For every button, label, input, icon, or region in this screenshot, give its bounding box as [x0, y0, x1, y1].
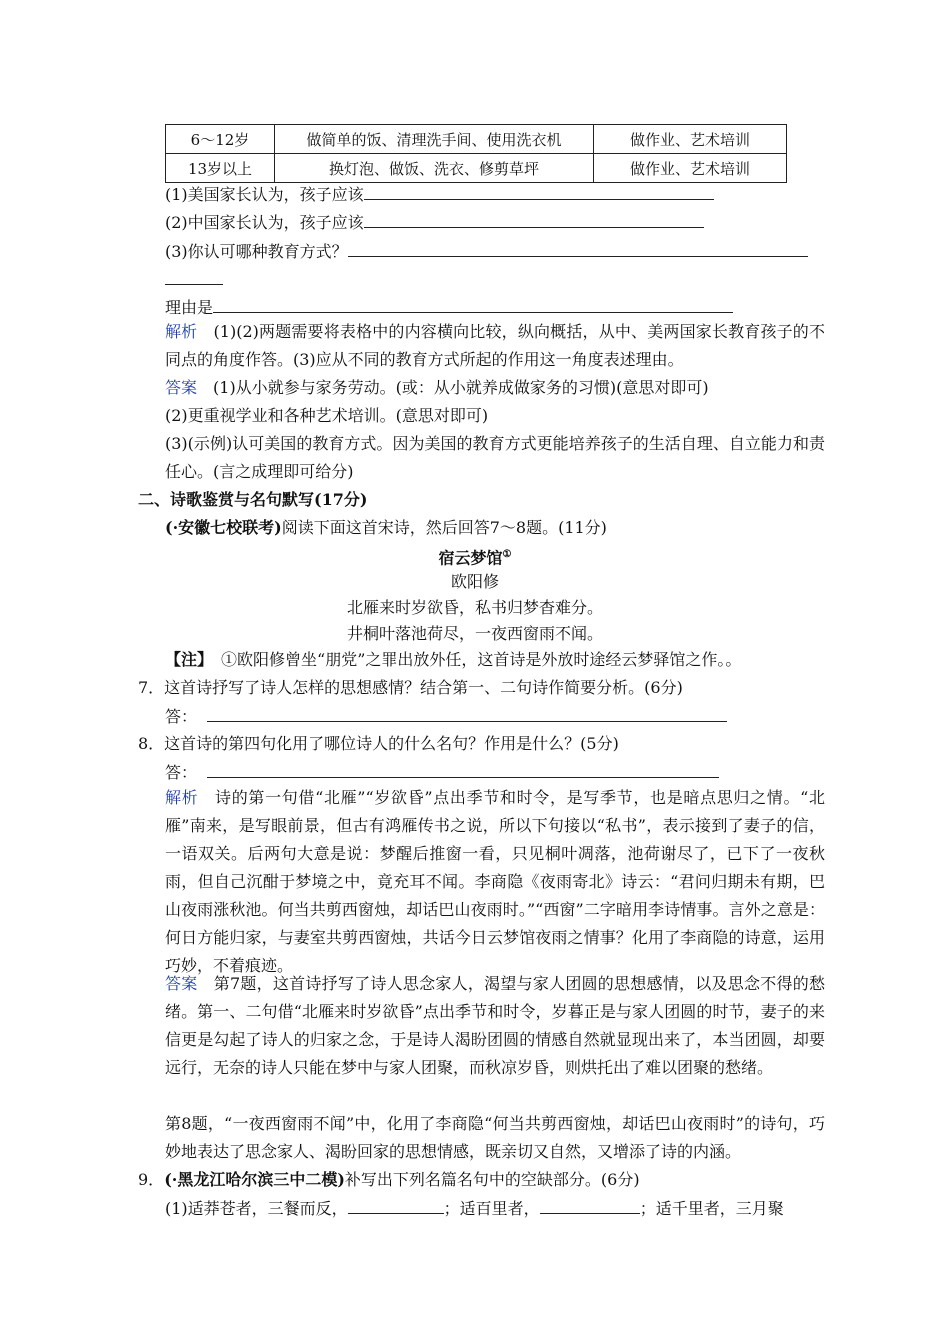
source-tag: (·安徽七校联考)	[165, 518, 282, 537]
answer-blank	[165, 268, 223, 285]
table-cell: 做简单的饭、清理洗手间、使用洗衣机	[275, 125, 594, 154]
chores-table	[165, 124, 787, 183]
note-label: 【注】	[165, 650, 206, 669]
note-text: ①欧阳修曾坐“朋党”之罪出放外任，这首诗是外放时途经云梦驿馆之作。。	[205, 650, 742, 669]
answer-block-2	[165, 970, 825, 1082]
section-heading: 二、诗歌鉴赏与名句默写(17分)	[138, 490, 368, 509]
table-cell: 做作业、艺术培训	[594, 125, 787, 154]
poem-source-line	[165, 518, 607, 538]
fill-text: (1)适莽苍者，三餐而反，	[165, 1199, 348, 1218]
analysis-text: 诗的第一句借“北雁”“岁欲昏”点出季节和时令，是写季节，也是暗点思归之情。“北雁”南来，是写眼前景，但古有鸿雁传书之说，所以下句接以“私书”，表示接到了妻子的信，一语双关。后两句大意是说：梦醒后推窗一看，只见桐叶凋落，池荷谢尽了，已下了一夜秋雨，但自己沉酣于梦境之中，竟充耳不闻。李商隐《夜雨寄北》诗云：“君问归期未有期，巴山夜雨涨秋池。何当共剪西窗烛，却话巴山夜雨时。”“西窗”二字暗用李诗情事。言外之意是：何日方能归家，与妻室共剪西窗烛，共话今日云梦馆夜雨之情事？化用了李商隐的诗意，运用巧妙，不着痕迹。	[165, 788, 825, 975]
analysis-block-2	[165, 784, 825, 980]
note-mark: ①	[502, 549, 512, 560]
fill-blank	[540, 1197, 640, 1214]
source-tag: (·黑龙江哈尔滨三中二模)	[164, 1170, 345, 1189]
poem-line: 北雁来时岁欲昏，私书归梦杳难分。	[346, 598, 603, 617]
fill-text: ；适百里者，	[443, 1199, 540, 1218]
table-cell: 做作业、艺术培训	[594, 154, 787, 183]
question-2	[165, 211, 704, 233]
answer-label: 答案	[165, 974, 198, 993]
table-cell: 换灯泡、做饭、洗衣、修剪草坪	[275, 154, 594, 183]
answer-line-7	[165, 705, 727, 727]
answer-blank	[207, 761, 719, 778]
fill-text: ；适千里者，三月聚	[639, 1199, 784, 1218]
question-3	[165, 240, 808, 262]
answer-line-8	[165, 761, 719, 783]
answer-text: 第7题，这首诗抒写了诗人思念家人，渴望与家人团圆的思想感情，以及思念不得的愁绪。第一、二句借“北雁来时岁欲昏”点出季节和时令，岁暮正是与家人团圆的时节，妻子的来信更是勾起了诗人的归家之念，于是诗人渴盼团圆的情感自然就显现出来了，本当团圆，却要远行，无奈的诗人只能在梦中与家人团聚，而秋凉岁昏，则烘托出了难以团聚的愁绪。	[165, 974, 825, 1077]
reason-label: 理由是	[165, 298, 214, 317]
analysis-block-1	[165, 318, 825, 374]
question-8: 8．这首诗的第四句化用了哪位诗人的什么名句？作用是什么？(5分)	[138, 734, 619, 753]
poem-author: 欧阳修	[450, 572, 499, 591]
analysis-label: 解析	[165, 788, 199, 807]
answer-blank-continuation	[165, 268, 223, 290]
answer-block-1	[165, 374, 825, 402]
poem-line: 井桐叶落池荷尽，一夜西窗雨不闻。	[346, 624, 603, 643]
analysis-label: 解析	[165, 322, 198, 341]
question-9	[138, 1170, 640, 1190]
answer-blank	[213, 296, 733, 313]
answer-prompt: 答：	[165, 763, 198, 782]
poem-note	[165, 650, 741, 670]
analysis-text: (1)(2)两题需要将表格中的内容横向比较，纵向概括，从中、美两国家长教育孩子的不同点的角度作答。(3)应从不同的教育方式所起的作用这一角度表述理由。	[165, 322, 825, 369]
answer-blank	[207, 705, 727, 722]
answer-block-2b: 第8题，“一夜西窗雨不闻”中，化用了李商隐“何当共剪西窗烛，却话巴山夜雨时”的诗句，巧妙地表达了思念家人、渴盼回家的思想情感，既亲切又自然，又增添了诗的内涵。	[165, 1114, 825, 1161]
question-1	[165, 183, 714, 205]
answer-label: 答案	[165, 378, 198, 397]
answer-prompt: 答：	[165, 707, 198, 726]
question-text: 补写出下列名篇名句中的空缺部分。(6分)	[344, 1170, 640, 1189]
question-text: (1)美国家长认为，孩子应该	[165, 185, 364, 204]
fill-blank	[348, 1197, 444, 1214]
question-9-1	[165, 1197, 784, 1219]
question-text: (2)中国家长认为，孩子应该	[165, 213, 364, 232]
table-row	[166, 154, 787, 183]
reason-line	[165, 296, 733, 318]
answer-blank	[364, 183, 714, 200]
answer-blank	[364, 211, 704, 228]
answer-line-2: (2)更重视学业和各种艺术培训。(意思对即可)	[165, 406, 489, 425]
question-text: (3)你认可哪种教育方式？	[165, 242, 348, 261]
table-row	[166, 125, 787, 154]
poem-title-text: 宿云梦馆	[438, 548, 503, 568]
poem-title	[0, 545, 950, 568]
question-number: 9．	[138, 1170, 165, 1189]
answer-text: (1)从小就参与家务劳动。(或：从小就养成做家务的习惯)(意思对即可)	[197, 378, 709, 397]
question-7: 7．这首诗抒写了诗人怎样的思想感情？结合第一、二句诗作简要分析。(6分)	[138, 678, 683, 697]
answer-blank	[348, 240, 808, 257]
source-text: 阅读下面这首宋诗，然后回答7～8题。(11分)	[281, 518, 607, 537]
table-cell: 13岁以上	[166, 154, 275, 183]
answer-line-3: (3)(示例)认可美国的教育方式。因为美国的教育方式更能培养孩子的生活自理、自立能力和责任心。(言之成理即可给分)	[165, 434, 825, 481]
table-cell: 6～12岁	[166, 125, 275, 154]
